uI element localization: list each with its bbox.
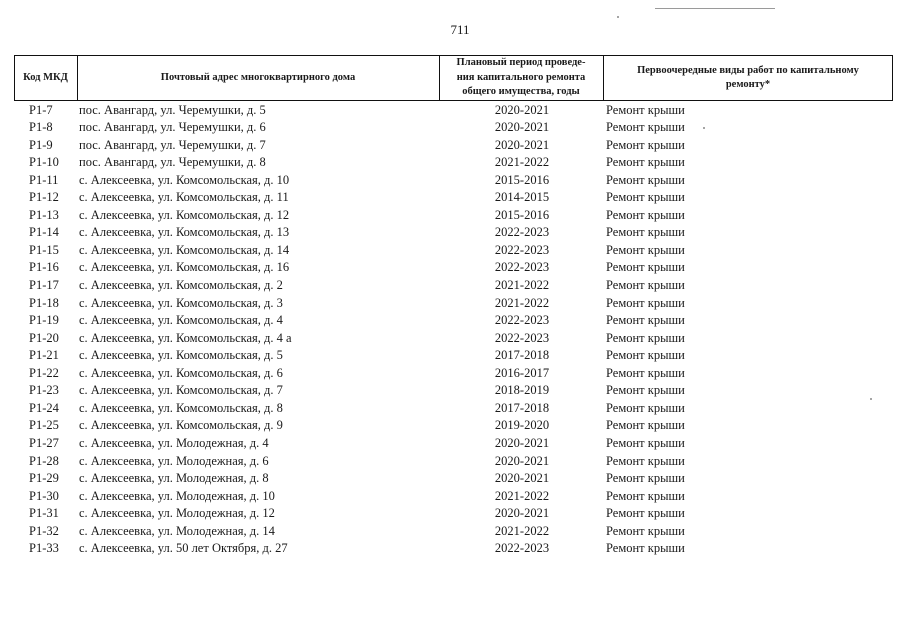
address-cell: пос. Авангард, ул. Черемушки, д. 6 — [79, 120, 266, 135]
works-cell: Ремонт крыши — [606, 260, 685, 275]
address-cell: с. Алексеевка, ул. Молодежная, д. 4 — [79, 435, 269, 450]
works-cell: Ремонт крыши — [606, 365, 685, 380]
table-row — [0, 470, 905, 488]
header-works-line: ремонту* — [725, 79, 771, 90]
scan-artifact-line — [655, 8, 775, 9]
table-row — [0, 523, 905, 541]
table-row — [0, 505, 905, 523]
period-cell: 2014-2015 — [494, 190, 550, 205]
table-row — [0, 365, 905, 383]
mkd-code-cell: Р1-12 — [29, 190, 59, 205]
table-row — [0, 295, 905, 313]
works-cell: Ремонт крыши — [606, 137, 685, 152]
period-cell: 2017-2018 — [494, 400, 550, 415]
address-cell: пос. Авангард, ул. Черемушки, д. 5 — [79, 102, 266, 117]
mkd-code-cell: Р1-31 — [29, 506, 59, 521]
works-cell: Ремонт крыши — [606, 471, 685, 486]
works-cell: Ремонт крыши — [606, 172, 685, 187]
address-cell: с. Алексеевка, ул. Комсомольская, д. 10 — [79, 172, 290, 187]
address-cell: с. Алексеевка, ул. Комсомольская, д. 4 а — [79, 330, 292, 345]
address-cell: с. Алексеевка, ул. Комсомольская, д. 11 — [79, 190, 289, 205]
table-body — [0, 102, 905, 562]
works-cell: Ремонт крыши — [606, 278, 685, 292]
mkd-code-cell: Р1-14 — [29, 225, 59, 240]
mkd-code-cell: Р1-33 — [29, 541, 59, 556]
works-cell: Ремонт крыши — [606, 330, 685, 345]
address-cell: с. Алексеевка, ул. Комсомольская, д. 9 — [79, 418, 283, 433]
table-row — [0, 330, 905, 348]
table-row — [0, 277, 905, 295]
works-cell: Ремонт крыши — [606, 120, 685, 135]
works-cell: Ремонт крыши — [606, 435, 685, 450]
period-cell: 2022-2023 — [494, 313, 550, 328]
mkd-code-cell: Р1-29 — [29, 471, 59, 486]
header-works-line: Первоочередные виды работ по капитальному — [637, 65, 859, 76]
header-code — [14, 55, 77, 101]
header-code-label: Код МКД — [23, 72, 68, 83]
mkd-code-cell: Р1-15 — [29, 242, 59, 257]
table-row — [0, 207, 905, 225]
table-row — [0, 119, 905, 137]
mkd-code-cell: Р1-21 — [29, 348, 59, 363]
works-cell: Ремонт крыши — [606, 383, 685, 398]
period-cell: 2020-2021 — [494, 120, 550, 135]
works-cell: Ремонт крыши — [606, 541, 685, 556]
works-cell: Ремонт крыши — [606, 506, 685, 521]
scan-speck — [617, 16, 619, 18]
table-row — [0, 224, 905, 242]
table-row — [0, 102, 905, 120]
table-row — [0, 417, 905, 435]
mkd-code-cell: Р1-8 — [29, 120, 53, 135]
header-address — [77, 55, 439, 101]
works-cell: Ремонт крыши — [606, 453, 685, 468]
mkd-code-cell: Р1-30 — [29, 488, 59, 503]
table-row — [0, 189, 905, 207]
table-row — [0, 400, 905, 418]
mkd-code-cell: Р1-7 — [29, 102, 53, 117]
mkd-code-cell: Р1-18 — [29, 295, 59, 310]
address-cell: с. Алексеевка, ул. Молодежная, д. 10 — [79, 488, 275, 503]
mkd-code-cell: Р1-10 — [29, 155, 59, 170]
mkd-code-cell: Р1-17 — [29, 278, 59, 292]
mkd-code-cell: Р1-20 — [29, 330, 59, 345]
table-row — [0, 453, 905, 471]
period-cell: 2020-2021 — [494, 102, 550, 117]
period-cell: 2022-2023 — [494, 225, 550, 240]
address-cell: пос. Авангард, ул. Черемушки, д. 8 — [79, 155, 266, 170]
address-cell: с. Алексеевка, ул. Молодежная, д. 6 — [79, 453, 269, 468]
period-cell: 2018-2019 — [494, 383, 550, 398]
works-cell: Ремонт крыши — [606, 523, 685, 538]
address-cell: с. Алексеевка, ул. Комсомольская, д. 13 — [79, 225, 290, 240]
mkd-code-cell: Р1-32 — [29, 523, 59, 538]
period-cell: 2020-2021 — [494, 453, 550, 468]
table-row — [0, 137, 905, 155]
works-cell: Ремонт крыши — [606, 488, 685, 503]
address-cell: с. Алексеевка, ул. Молодежная, д. 12 — [79, 506, 275, 521]
table-row — [0, 382, 905, 400]
works-cell: Ремонт крыши — [606, 207, 685, 222]
address-cell: с. Алексеевка, ул. Комсомольская, д. 8 — [79, 400, 283, 415]
mkd-code-cell: Р1-25 — [29, 418, 59, 433]
period-cell: 2016-2017 — [494, 365, 550, 380]
mkd-code-cell: Р1-9 — [29, 137, 53, 152]
period-cell: 2022-2023 — [494, 330, 550, 345]
period-cell: 2020-2021 — [494, 471, 550, 486]
works-cell: Ремонт крыши — [606, 242, 685, 257]
header-address-label: Почтовый адрес многоквартирного дома — [160, 72, 356, 83]
address-cell: с. Алексеевка, ул. Комсомольская, д. 5 — [79, 348, 283, 363]
period-cell: 2020-2021 — [494, 137, 550, 152]
header-works — [603, 55, 893, 101]
table-row — [0, 540, 905, 558]
table-row — [0, 259, 905, 277]
mkd-code-cell: Р1-22 — [29, 365, 59, 380]
period-cell: 2020-2021 — [494, 506, 550, 521]
header-period-line: Плановый период проведе- — [456, 57, 586, 69]
period-cell: 2021-2022 — [494, 523, 550, 538]
works-cell: Ремонт крыши — [606, 418, 685, 433]
works-cell: Ремонт крыши — [606, 155, 685, 170]
mkd-code-cell: Р1-13 — [29, 207, 59, 222]
mkd-code-cell: Р1-24 — [29, 400, 59, 415]
address-cell: с. Алексеевка, ул. Комсомольская, д. 14 — [79, 242, 290, 257]
works-cell: Ремонт крыши — [606, 348, 685, 363]
page-number: 711 — [450, 22, 470, 37]
works-cell: Ремонт крыши — [606, 102, 685, 117]
table-row — [0, 154, 905, 172]
period-cell: 2021-2022 — [494, 488, 550, 503]
header-period-line: общего имущества, годы — [462, 86, 580, 98]
mkd-code-cell: Р1-27 — [29, 435, 59, 450]
mkd-code-cell: Р1-23 — [29, 383, 59, 398]
address-cell: с. Алексеевка, ул. Комсомольская, д. 2 — [79, 278, 283, 292]
mkd-code-cell: Р1-16 — [29, 260, 59, 275]
mkd-code-cell: Р1-11 — [29, 172, 59, 187]
address-cell: с. Алексеевка, ул. Комсомольская, д. 12 — [79, 207, 290, 222]
works-cell: Ремонт крыши — [606, 313, 685, 328]
address-cell: с. Алексеевка, ул. 50 лет Октября, д. 27 — [79, 541, 288, 556]
period-cell: 2022-2023 — [494, 260, 550, 275]
table-row — [0, 172, 905, 190]
address-cell: с. Алексеевка, ул. Комсомольская, д. 3 — [79, 295, 283, 310]
period-cell: 2020-2021 — [494, 435, 550, 450]
works-cell: Ремонт крыши — [606, 190, 685, 205]
works-cell: Ремонт крыши — [606, 225, 685, 240]
period-cell: 2021-2022 — [494, 278, 550, 292]
table-row — [0, 435, 905, 453]
mkd-code-cell: Р1-19 — [29, 313, 59, 328]
address-cell: с. Алексеевка, ул. Комсомольская, д. 7 — [79, 383, 283, 398]
table-row — [0, 347, 905, 365]
address-cell: с. Алексеевка, ул. Молодежная, д. 8 — [79, 471, 269, 486]
address-cell: с. Алексеевка, ул. Комсомольская, д. 16 — [79, 260, 290, 275]
period-cell: 2015-2016 — [494, 172, 550, 187]
period-cell: 2022-2023 — [494, 541, 550, 556]
period-cell: 2015-2016 — [494, 207, 550, 222]
address-cell: с. Алексеевка, ул. Молодежная, д. 14 — [79, 523, 275, 538]
address-cell: с. Алексеевка, ул. Комсомольская, д. 4 — [79, 313, 283, 328]
works-cell: Ремонт крыши — [606, 400, 685, 415]
header-period-line: ния капитального ремонта — [456, 71, 586, 83]
table-row — [0, 242, 905, 260]
address-cell: пос. Авангард, ул. Черемушки, д. 7 — [79, 137, 266, 152]
period-cell: 2021-2022 — [494, 295, 550, 310]
period-cell: 2019-2020 — [494, 418, 550, 433]
period-cell: 2022-2023 — [494, 242, 550, 257]
mkd-code-cell: Р1-28 — [29, 453, 59, 468]
works-cell: Ремонт крыши — [606, 295, 685, 310]
period-cell: 2021-2022 — [494, 155, 550, 170]
address-cell: с. Алексеевка, ул. Комсомольская, д. 6 — [79, 365, 283, 380]
header-period — [439, 55, 603, 101]
period-cell: 2017-2018 — [494, 348, 550, 363]
table-row — [0, 488, 905, 506]
table-row — [0, 312, 905, 330]
